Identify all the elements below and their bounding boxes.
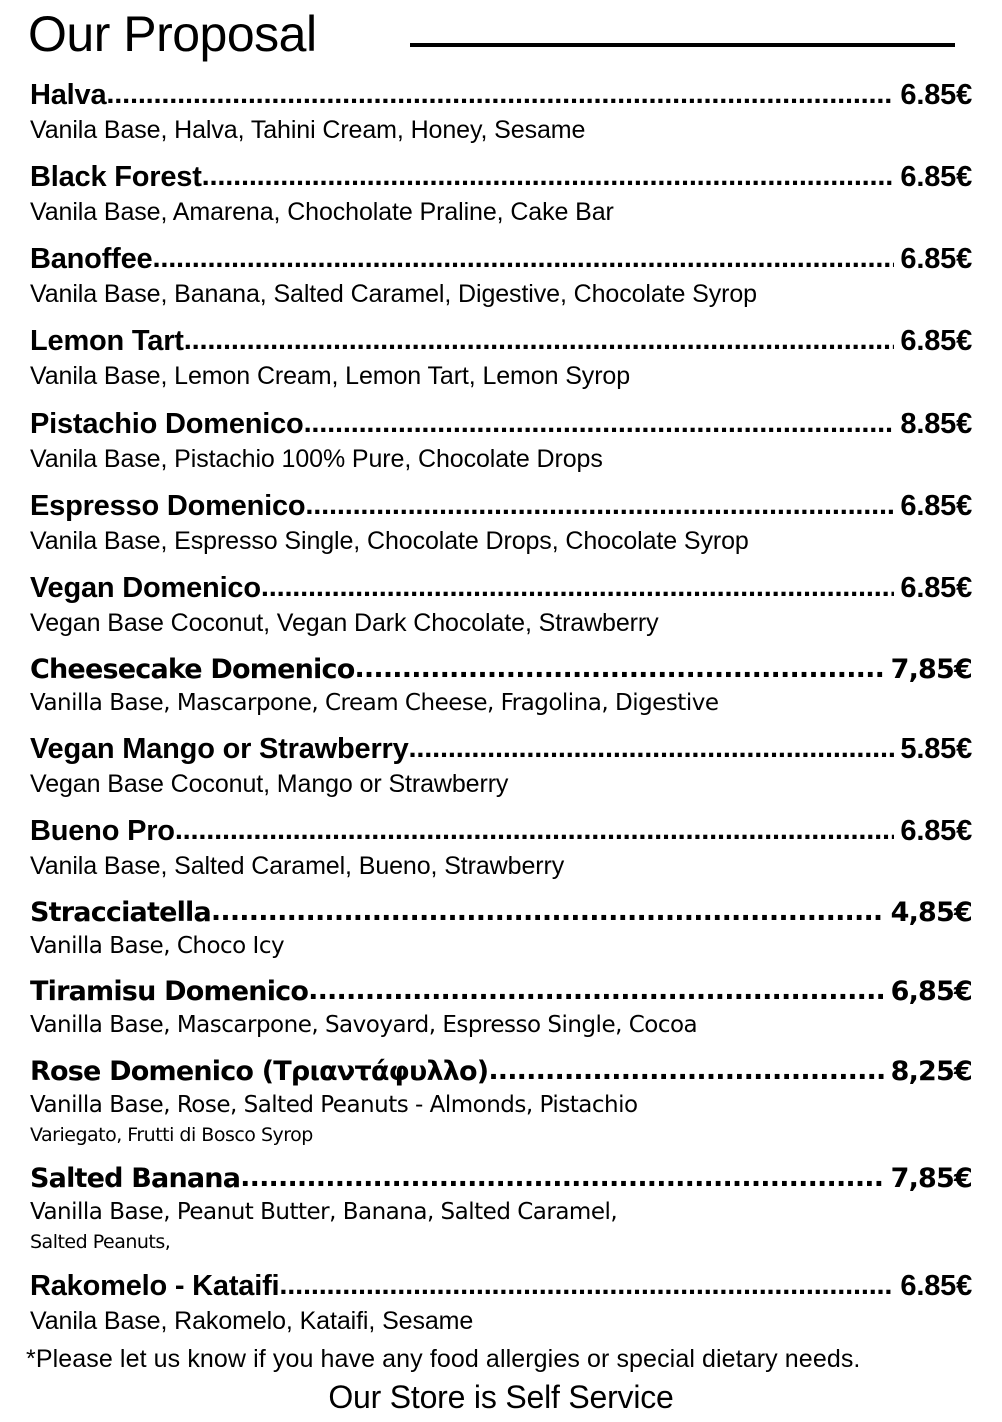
menu-item-name: Rakomelo - Kataifi	[30, 1269, 280, 1302]
menu-item-description: Vanilla Base, Mascarpone, Savoyard, Espresso Single, Cocoa	[30, 1012, 698, 1039]
menu-item	[0, 405, 1002, 476]
menu-item-price: 5.85€	[900, 733, 972, 765]
menu-footer	[0, 1342, 1002, 1418]
menu-item	[0, 158, 1002, 229]
menu-item	[0, 894, 1002, 962]
dot-leader	[261, 569, 895, 606]
dot-leader	[202, 158, 895, 195]
menu-item-title-row	[30, 405, 972, 443]
menu-header	[0, 0, 1002, 76]
menu-item-description: Vanila Base, Banana, Salted Caramel, Digestive, Chocolate Syrop	[30, 280, 757, 309]
menu-item-description-continued: Variegato, Frutti di Bosco Syrop	[30, 1123, 313, 1146]
menu-item	[0, 240, 1002, 311]
menu-item-price: 6.85€	[900, 815, 972, 848]
menu-item-price: 6.85€	[900, 243, 972, 276]
menu-item-name: Vegan Domenico	[30, 571, 261, 604]
dot-leader	[240, 1160, 884, 1196]
menu-item-description: Vegan Base Coconut, Vegan Dark Chocolate, Strawberry	[30, 608, 659, 637]
dot-leader	[488, 1053, 884, 1089]
menu-item-description: Vanilla Base, Mascarpone, Cream Cheese, Fragolina, Digestive	[30, 689, 719, 716]
menu-item-title-row	[30, 812, 972, 850]
menu-item-title-row	[30, 730, 972, 768]
menu-item-description: Vanila Base, Amarena, Chocholate Praline, Cake Bar	[30, 198, 614, 227]
menu-item-title-row	[30, 894, 972, 931]
menu-item-title-row	[30, 76, 972, 114]
dot-leader	[279, 1267, 894, 1304]
menu-item-name: Black Forest	[30, 161, 202, 194]
menu-item-price: 8,25€	[890, 1055, 972, 1087]
menu-item-name: Bueno Pro	[30, 815, 175, 848]
menu-item	[0, 1160, 1002, 1256]
menu-item-title-row	[30, 1160, 972, 1197]
dot-leader	[175, 812, 895, 849]
menu-item-title-row	[30, 973, 972, 1010]
menu-item-description: Vanila Base, Rakomelo, Kataifi, Sesame	[30, 1306, 474, 1335]
dot-leader	[152, 240, 894, 277]
menu-item-price: 6.85€	[900, 325, 972, 358]
dot-leader	[409, 730, 895, 767]
menu-item-name: Halva	[30, 79, 107, 111]
menu-item-title-row	[30, 1053, 972, 1090]
menu-item-name: Tiramisu Domenico	[30, 976, 309, 1008]
menu-item-title-row	[30, 569, 972, 607]
menu-item	[0, 569, 1002, 640]
menu-item-price: 6.85€	[900, 489, 972, 522]
menu-item-description-continued: Salted Peanuts,	[30, 1230, 171, 1253]
menu-item-title-row	[30, 240, 972, 278]
menu-item-description: Vanila Base, Salted Caramel, Bueno, Strawberry	[30, 852, 565, 881]
menu-item	[0, 1267, 1002, 1338]
menu-item-price: 6.85€	[900, 1269, 972, 1302]
menu-item-price: 7,85€	[890, 1162, 972, 1194]
page-title: Our Proposal	[28, 6, 317, 62]
menu-item-list	[0, 76, 1002, 1338]
menu-item-title-row	[30, 651, 972, 688]
menu-item-name: Rose Domenico (Τριαντάφυλλο)	[30, 1055, 489, 1087]
menu-item	[0, 487, 1002, 558]
menu-item-description: Vanila Base, Halva, Tahini Cream, Honey, Sesame	[30, 116, 586, 144]
self-service-note: Our Store is Self Service	[328, 1379, 674, 1415]
menu-item-price: 6.85€	[900, 161, 972, 194]
menu-item	[0, 651, 1002, 719]
menu-item-price: 4,85€	[890, 897, 972, 929]
menu-item-title-row	[30, 487, 972, 525]
menu-item-description: Vanila Base, Espresso Single, Chocolate Drops, Chocolate Syrop	[30, 526, 749, 555]
menu-item-title-row	[30, 1267, 972, 1305]
menu-item	[0, 812, 1002, 883]
menu-item-name: Pistachio Domenico	[30, 407, 304, 440]
menu-item-description: Vanilla Base, Peanut Butter, Banana, Salted Caramel,	[30, 1198, 618, 1225]
menu-item-price: 8.85€	[900, 407, 972, 440]
menu-item	[0, 76, 1002, 147]
menu-item-name: Vegan Mango or Strawberry	[30, 733, 409, 765]
menu-item-name: Cheesecake Domenico	[30, 653, 355, 685]
menu-item-name: Espresso Domenico	[30, 489, 306, 522]
dot-leader	[304, 405, 895, 442]
menu-item-description: Vegan Base Coconut, Mango or Strawberry	[30, 770, 509, 798]
dot-leader	[354, 651, 884, 687]
menu-item	[0, 973, 1002, 1041]
menu-item-name: Stracciatella	[30, 897, 211, 929]
menu-item-name: Salted Banana	[30, 1162, 241, 1194]
header-rule-divider	[410, 43, 955, 47]
allergy-note: *Please let us know if you have any food allergies or special dietary needs.	[26, 1345, 861, 1373]
menu-item-description: Vanilla Base, Rose, Salted Peanuts - Almonds, Pistachio	[30, 1091, 638, 1118]
menu-item-price: 6,85€	[890, 976, 972, 1008]
menu-item-description: Vanila Base, Lemon Cream, Lemon Tart, Lemon Syrop	[30, 362, 631, 391]
menu-item-description: Vanila Base, Pistachio 100% Pure, Chocolate Drops	[30, 444, 603, 473]
dot-leader	[305, 487, 894, 524]
menu-item-name: Banoffee	[30, 243, 153, 276]
menu-item	[0, 1053, 1002, 1149]
menu-item-name: Lemon Tart	[30, 325, 184, 358]
dot-leader	[184, 322, 895, 359]
menu-item	[0, 322, 1002, 393]
dot-leader	[106, 76, 894, 113]
menu-item	[0, 730, 1002, 801]
menu-item-price: 6.85€	[900, 571, 972, 604]
menu-item-price: 7,85€	[890, 653, 972, 685]
dot-leader	[211, 894, 885, 930]
menu-item-price: 6.85€	[900, 79, 972, 111]
menu-item-title-row	[30, 322, 972, 360]
menu-item-title-row	[30, 158, 972, 196]
menu-item-description: Vanilla Base, Choco Icy	[30, 933, 285, 960]
dot-leader	[308, 973, 884, 1009]
